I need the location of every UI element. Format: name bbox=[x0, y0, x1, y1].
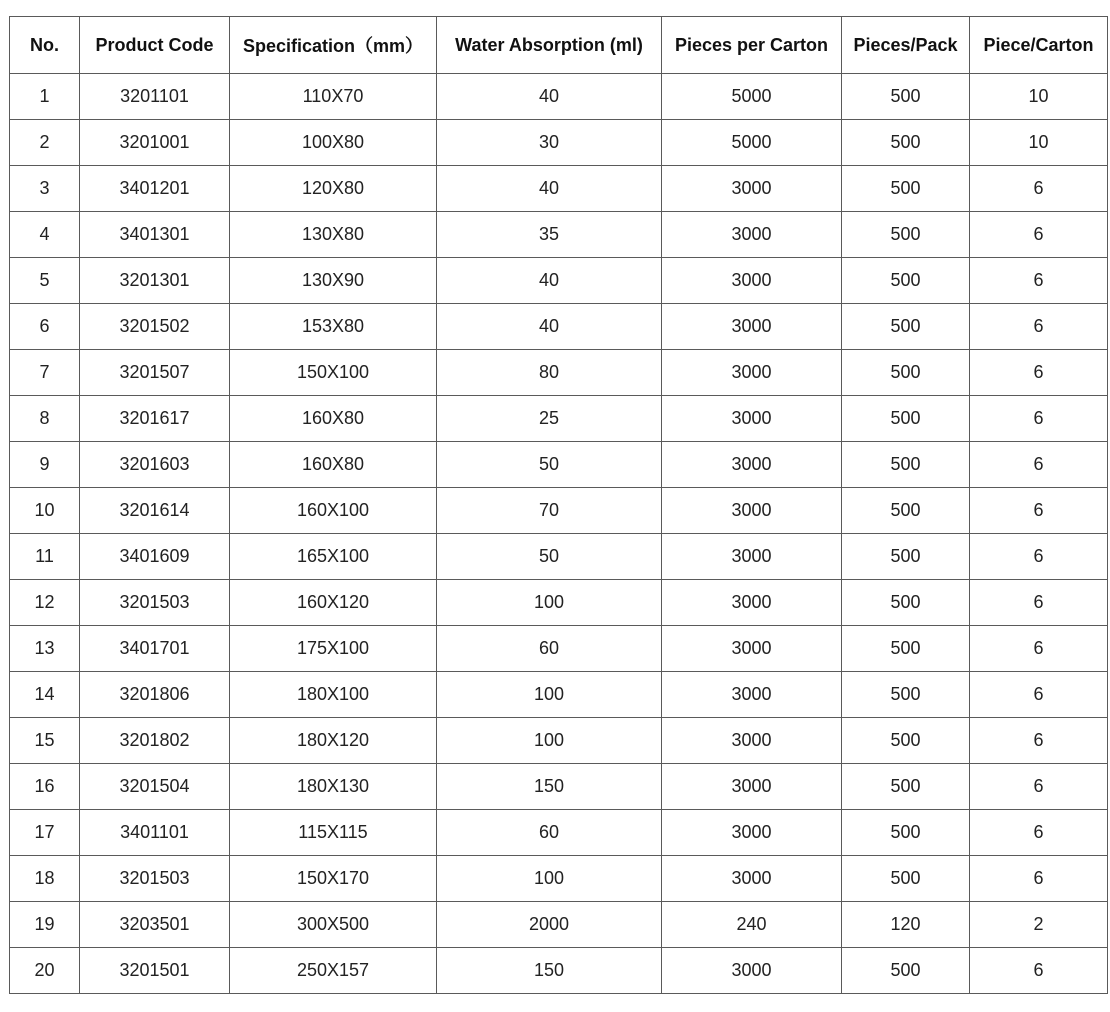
cell-water-absorption: 40 bbox=[437, 74, 662, 120]
cell-pieces-per-pack: 500 bbox=[842, 948, 970, 994]
cell-no: 8 bbox=[10, 396, 80, 442]
cell-product-code: 3201501 bbox=[80, 948, 230, 994]
cell-specification: 100X80 bbox=[230, 120, 437, 166]
cell-product-code: 3201503 bbox=[80, 856, 230, 902]
cell-no: 16 bbox=[10, 764, 80, 810]
cell-water-absorption: 60 bbox=[437, 626, 662, 672]
cell-specification: 180X120 bbox=[230, 718, 437, 764]
cell-specification: 153X80 bbox=[230, 304, 437, 350]
product-table-container bbox=[9, 16, 1108, 994]
cell-product-code: 3201101 bbox=[80, 74, 230, 120]
cell-water-absorption: 80 bbox=[437, 350, 662, 396]
cell-product-code: 3203501 bbox=[80, 902, 230, 948]
cell-pieces-per-carton: 3000 bbox=[662, 212, 842, 258]
cell-specification: 110X70 bbox=[230, 74, 437, 120]
table-row bbox=[10, 258, 1108, 304]
cell-no: 11 bbox=[10, 534, 80, 580]
cell-water-absorption: 100 bbox=[437, 672, 662, 718]
cell-no: 3 bbox=[10, 166, 80, 212]
cell-water-absorption: 40 bbox=[437, 166, 662, 212]
cell-piece-per-carton: 6 bbox=[970, 810, 1108, 856]
table-body bbox=[10, 74, 1108, 994]
cell-no: 13 bbox=[10, 626, 80, 672]
table-row bbox=[10, 74, 1108, 120]
cell-pieces-per-pack: 500 bbox=[842, 304, 970, 350]
cell-product-code: 3201802 bbox=[80, 718, 230, 764]
cell-pieces-per-pack: 500 bbox=[842, 166, 970, 212]
cell-product-code: 3201504 bbox=[80, 764, 230, 810]
cell-pieces-per-pack: 500 bbox=[842, 810, 970, 856]
cell-pieces-per-carton: 3000 bbox=[662, 442, 842, 488]
cell-no: 18 bbox=[10, 856, 80, 902]
cell-water-absorption: 70 bbox=[437, 488, 662, 534]
cell-no: 5 bbox=[10, 258, 80, 304]
cell-water-absorption: 100 bbox=[437, 718, 662, 764]
table-row bbox=[10, 718, 1108, 764]
cell-pieces-per-pack: 500 bbox=[842, 74, 970, 120]
cell-pieces-per-pack: 500 bbox=[842, 580, 970, 626]
cell-specification: 120X80 bbox=[230, 166, 437, 212]
cell-pieces-per-carton: 3000 bbox=[662, 672, 842, 718]
cell-pieces-per-pack: 500 bbox=[842, 764, 970, 810]
cell-specification: 180X100 bbox=[230, 672, 437, 718]
cell-product-code: 3201001 bbox=[80, 120, 230, 166]
cell-no: 1 bbox=[10, 74, 80, 120]
cell-pieces-per-pack: 500 bbox=[842, 672, 970, 718]
cell-specification: 160X120 bbox=[230, 580, 437, 626]
cell-piece-per-carton: 6 bbox=[970, 442, 1108, 488]
cell-pieces-per-carton: 3000 bbox=[662, 396, 842, 442]
cell-pieces-per-pack: 500 bbox=[842, 534, 970, 580]
header-piece-per-carton: Piece/Carton bbox=[970, 17, 1108, 74]
cell-piece-per-carton: 6 bbox=[970, 166, 1108, 212]
cell-specification: 250X157 bbox=[230, 948, 437, 994]
cell-specification: 150X170 bbox=[230, 856, 437, 902]
cell-pieces-per-pack: 500 bbox=[842, 350, 970, 396]
cell-pieces-per-carton: 5000 bbox=[662, 74, 842, 120]
cell-piece-per-carton: 6 bbox=[970, 764, 1108, 810]
cell-product-code: 3201502 bbox=[80, 304, 230, 350]
cell-product-code: 3201503 bbox=[80, 580, 230, 626]
cell-no: 19 bbox=[10, 902, 80, 948]
cell-water-absorption: 50 bbox=[437, 534, 662, 580]
cell-pieces-per-pack: 500 bbox=[842, 856, 970, 902]
table-row bbox=[10, 120, 1108, 166]
header-product-code: Product Code bbox=[80, 17, 230, 74]
cell-piece-per-carton: 6 bbox=[970, 258, 1108, 304]
cell-piece-per-carton: 6 bbox=[970, 534, 1108, 580]
cell-pieces-per-pack: 500 bbox=[842, 718, 970, 764]
cell-piece-per-carton: 6 bbox=[970, 488, 1108, 534]
cell-water-absorption: 150 bbox=[437, 948, 662, 994]
table-row bbox=[10, 626, 1108, 672]
table-row bbox=[10, 488, 1108, 534]
cell-specification: 180X130 bbox=[230, 764, 437, 810]
cell-pieces-per-carton: 3000 bbox=[662, 304, 842, 350]
table-row bbox=[10, 948, 1108, 994]
table-row bbox=[10, 212, 1108, 258]
cell-specification: 175X100 bbox=[230, 626, 437, 672]
cell-pieces-per-carton: 3000 bbox=[662, 350, 842, 396]
cell-product-code: 3201603 bbox=[80, 442, 230, 488]
cell-specification: 160X80 bbox=[230, 396, 437, 442]
cell-pieces-per-carton: 3000 bbox=[662, 488, 842, 534]
cell-specification: 130X90 bbox=[230, 258, 437, 304]
cell-pieces-per-pack: 500 bbox=[842, 442, 970, 488]
cell-pieces-per-pack: 500 bbox=[842, 120, 970, 166]
table-row bbox=[10, 396, 1108, 442]
header-specification: Specification（mm） bbox=[230, 17, 437, 74]
cell-piece-per-carton: 6 bbox=[970, 304, 1108, 350]
cell-piece-per-carton: 6 bbox=[970, 580, 1108, 626]
cell-specification: 160X80 bbox=[230, 442, 437, 488]
table-row bbox=[10, 442, 1108, 488]
table-row bbox=[10, 166, 1108, 212]
table-header bbox=[10, 17, 1108, 74]
cell-water-absorption: 150 bbox=[437, 764, 662, 810]
cell-water-absorption: 25 bbox=[437, 396, 662, 442]
table-row bbox=[10, 810, 1108, 856]
cell-water-absorption: 40 bbox=[437, 258, 662, 304]
cell-pieces-per-carton: 3000 bbox=[662, 718, 842, 764]
table-row bbox=[10, 580, 1108, 626]
cell-product-code: 3401301 bbox=[80, 212, 230, 258]
cell-piece-per-carton: 6 bbox=[970, 672, 1108, 718]
cell-pieces-per-pack: 500 bbox=[842, 396, 970, 442]
cell-pieces-per-carton: 3000 bbox=[662, 626, 842, 672]
cell-pieces-per-carton: 3000 bbox=[662, 534, 842, 580]
cell-specification: 130X80 bbox=[230, 212, 437, 258]
cell-pieces-per-pack: 500 bbox=[842, 488, 970, 534]
cell-piece-per-carton: 6 bbox=[970, 626, 1108, 672]
header-pieces-per-carton: Pieces per Carton bbox=[662, 17, 842, 74]
cell-no: 14 bbox=[10, 672, 80, 718]
cell-piece-per-carton: 2 bbox=[970, 902, 1108, 948]
cell-piece-per-carton: 10 bbox=[970, 74, 1108, 120]
cell-product-code: 3401701 bbox=[80, 626, 230, 672]
cell-no: 7 bbox=[10, 350, 80, 396]
cell-product-code: 3401201 bbox=[80, 166, 230, 212]
cell-pieces-per-pack: 120 bbox=[842, 902, 970, 948]
cell-no: 15 bbox=[10, 718, 80, 764]
cell-product-code: 3201507 bbox=[80, 350, 230, 396]
cell-piece-per-carton: 6 bbox=[970, 856, 1108, 902]
cell-piece-per-carton: 6 bbox=[970, 948, 1108, 994]
cell-pieces-per-carton: 240 bbox=[662, 902, 842, 948]
header-pieces-per-pack: Pieces/Pack bbox=[842, 17, 970, 74]
cell-piece-per-carton: 6 bbox=[970, 350, 1108, 396]
cell-product-code: 3401609 bbox=[80, 534, 230, 580]
cell-specification: 300X500 bbox=[230, 902, 437, 948]
cell-water-absorption: 40 bbox=[437, 304, 662, 350]
cell-pieces-per-carton: 3000 bbox=[662, 580, 842, 626]
cell-product-code: 3201806 bbox=[80, 672, 230, 718]
cell-water-absorption: 60 bbox=[437, 810, 662, 856]
cell-product-code: 3201301 bbox=[80, 258, 230, 304]
header-row bbox=[10, 17, 1108, 74]
cell-pieces-per-carton: 3000 bbox=[662, 810, 842, 856]
cell-pieces-per-pack: 500 bbox=[842, 212, 970, 258]
cell-piece-per-carton: 6 bbox=[970, 212, 1108, 258]
cell-water-absorption: 2000 bbox=[437, 902, 662, 948]
cell-product-code: 3201614 bbox=[80, 488, 230, 534]
cell-pieces-per-carton: 5000 bbox=[662, 120, 842, 166]
cell-pieces-per-carton: 3000 bbox=[662, 856, 842, 902]
cell-piece-per-carton: 6 bbox=[970, 718, 1108, 764]
table-row bbox=[10, 856, 1108, 902]
cell-specification: 115X115 bbox=[230, 810, 437, 856]
cell-water-absorption: 30 bbox=[437, 120, 662, 166]
cell-no: 17 bbox=[10, 810, 80, 856]
table-row bbox=[10, 534, 1108, 580]
cell-pieces-per-carton: 3000 bbox=[662, 764, 842, 810]
table-row bbox=[10, 902, 1108, 948]
cell-pieces-per-carton: 3000 bbox=[662, 258, 842, 304]
cell-no: 4 bbox=[10, 212, 80, 258]
cell-no: 9 bbox=[10, 442, 80, 488]
cell-specification: 150X100 bbox=[230, 350, 437, 396]
cell-water-absorption: 100 bbox=[437, 856, 662, 902]
table-row bbox=[10, 350, 1108, 396]
cell-pieces-per-pack: 500 bbox=[842, 258, 970, 304]
product-spec-table bbox=[9, 16, 1108, 994]
cell-pieces-per-pack: 500 bbox=[842, 626, 970, 672]
cell-specification: 165X100 bbox=[230, 534, 437, 580]
cell-no: 12 bbox=[10, 580, 80, 626]
cell-piece-per-carton: 10 bbox=[970, 120, 1108, 166]
table-row bbox=[10, 672, 1108, 718]
cell-product-code: 3201617 bbox=[80, 396, 230, 442]
cell-no: 6 bbox=[10, 304, 80, 350]
header-water-absorption: Water Absorption (ml) bbox=[437, 17, 662, 74]
cell-no: 20 bbox=[10, 948, 80, 994]
cell-no: 10 bbox=[10, 488, 80, 534]
cell-water-absorption: 100 bbox=[437, 580, 662, 626]
cell-no: 2 bbox=[10, 120, 80, 166]
header-no: No. bbox=[10, 17, 80, 74]
cell-pieces-per-carton: 3000 bbox=[662, 166, 842, 212]
cell-pieces-per-carton: 3000 bbox=[662, 948, 842, 994]
cell-specification: 160X100 bbox=[230, 488, 437, 534]
cell-water-absorption: 35 bbox=[437, 212, 662, 258]
cell-water-absorption: 50 bbox=[437, 442, 662, 488]
table-row bbox=[10, 304, 1108, 350]
cell-product-code: 3401101 bbox=[80, 810, 230, 856]
cell-piece-per-carton: 6 bbox=[970, 396, 1108, 442]
table-row bbox=[10, 764, 1108, 810]
